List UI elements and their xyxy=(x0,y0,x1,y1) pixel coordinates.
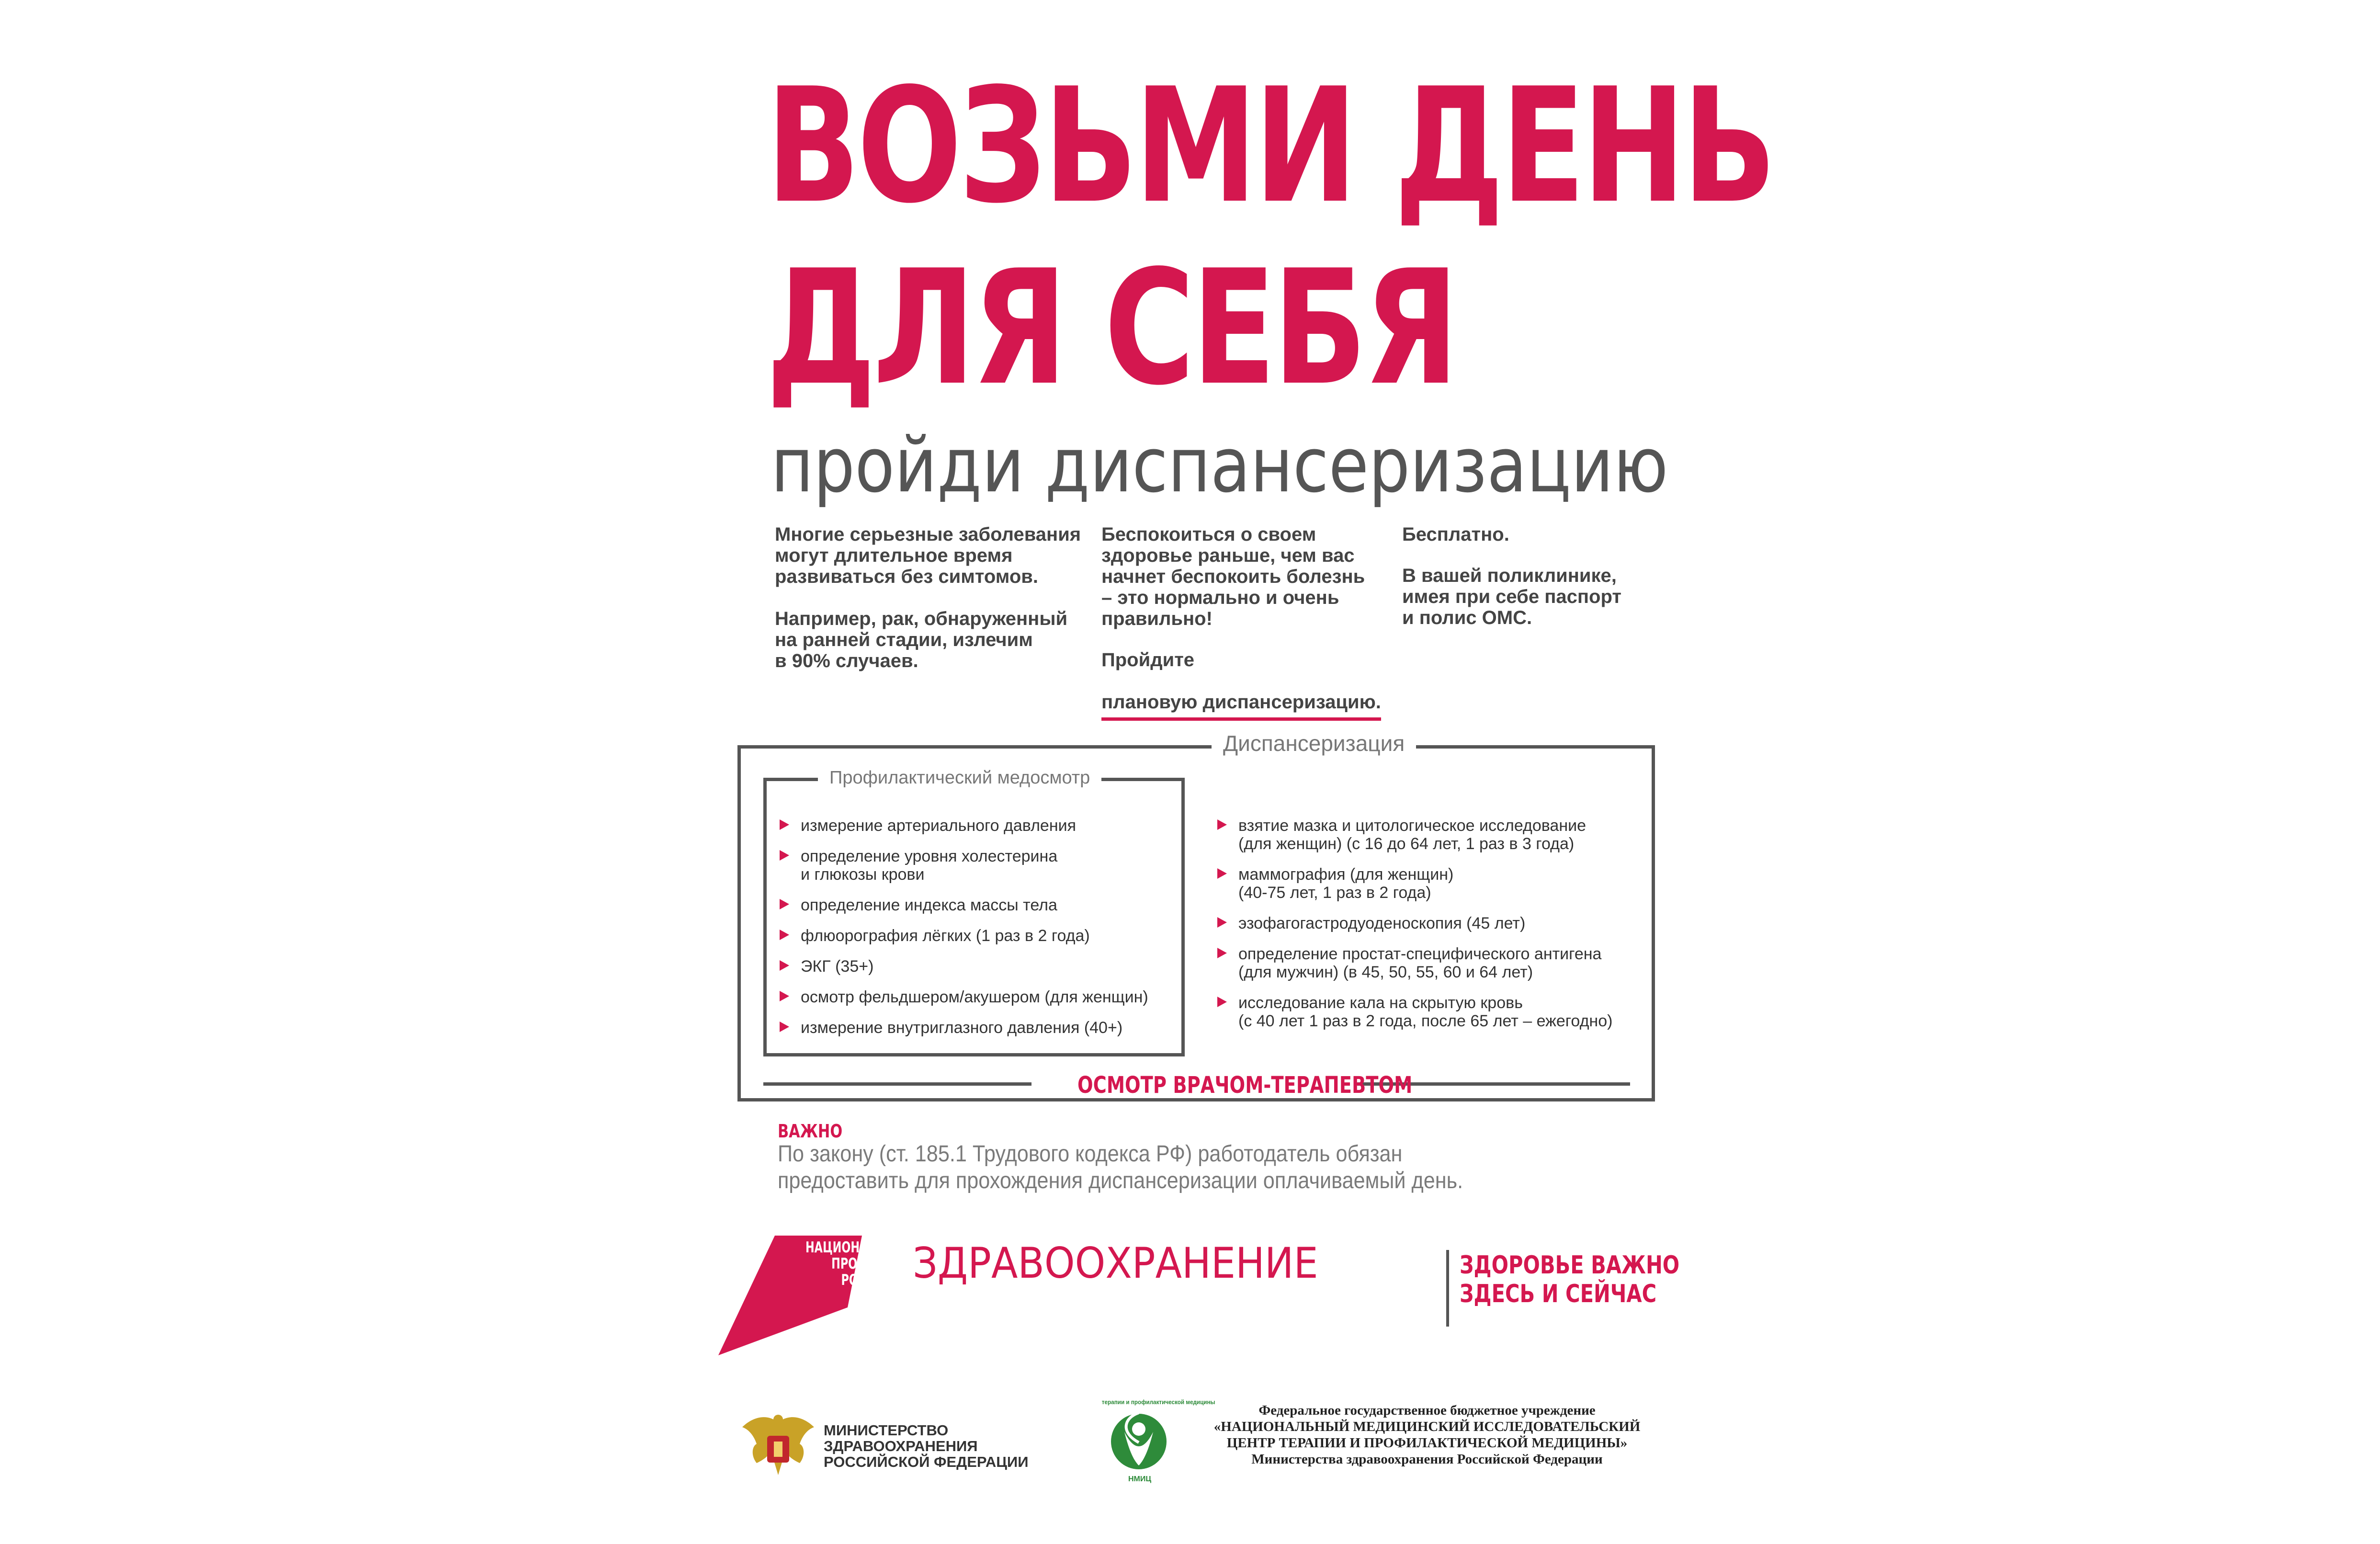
ministry-name: МИНИСТЕРСТВО ЗДРАВООХРАНЕНИЯ РОССИЙСКОЙ ФЕДЕРАЦИИ xyxy=(824,1422,1029,1470)
therapist-rule-left xyxy=(763,1082,1031,1086)
list-item: осмотр фельдшером/акушером (для женщин) xyxy=(778,988,1180,1006)
headline-line-2: ДЛЯ СЕБЯ xyxy=(766,236,1456,420)
nmic-logo-icon xyxy=(1096,1398,1215,1485)
prof-exam-list xyxy=(778,817,1180,1049)
dispensarization-legend: Диспансеризация xyxy=(1212,729,1416,758)
nmic-arc-text: терапии и профилактической медицины xyxy=(1101,1398,1215,1406)
intro-col2-p1: Беспокоиться о своем здоровье раньше, чем вас начнет беспокоить болезнь – это нормально и очень правильно! xyxy=(1101,524,1365,629)
intro-col2-p2-line1: Пройдите xyxy=(1101,649,1195,670)
subheadline: пройди диспансеризацию xyxy=(771,421,1668,510)
list-item: эзофагогастродуоденоскопия (45 лет) xyxy=(1215,914,1646,932)
project-name: ЗДРАВООХРАНЕНИЕ xyxy=(913,1238,1318,1288)
headline-line-1: ВОЗЬМИ ДЕНЬ xyxy=(766,54,1774,238)
national-projects-logo-text: НАЦИОНАЛЬНЫЕ ПРОЕКТЫ РОССИИ xyxy=(805,1239,912,1289)
therapist-exam-label: ОСМОТР ВРАЧОМ-ТЕРАПЕВТОМ xyxy=(1077,1072,1413,1099)
intro-col3-p1: Бесплатно. xyxy=(1402,524,1509,545)
list-item: определение уровня холестерина и глюкозы крови xyxy=(778,847,1180,884)
list-item: измерение внутриглазного давления (40+) xyxy=(778,1019,1180,1037)
important-text: По закону (ст. 185.1 Трудового кодекса РФ) работодатель обязан предоставить для прохождения диспансеризации оплачиваемый день. xyxy=(778,1141,1463,1193)
disp-extra-list xyxy=(1215,817,1646,1043)
intro-col1-p1: Многие серьезные заболевания могут длительное время развиваться без симтомов. xyxy=(775,524,1081,587)
list-item: измерение артериального давления xyxy=(778,817,1180,835)
list-item: ЭКГ (35+) xyxy=(778,957,1180,976)
important-label: ВАЖНО xyxy=(778,1121,843,1142)
list-item: определение индекса массы тела xyxy=(778,896,1180,914)
nmic-org-name: Федеральное государственное бюджетное учреждение «НАЦИОНАЛЬНЫЙ МЕДИЦИНСКИЙ ИССЛЕДОВАТЕЛЬСКИЙ ЦЕНТР ТЕРАПИИ И ПРОФИЛАКТИЧЕСКОЙ МЕДИЦИНЫ» Министерства здравоохранения Российской Федерации xyxy=(1213,1403,1641,1467)
intro-col2-p2-line2 xyxy=(1101,670,1381,713)
list-item: определение простат-специфического антигена (для мужчин) (в 45, 50, 55, 60 и 64 лет) xyxy=(1215,945,1646,981)
list-item: маммография (для женщин) (40-75 лет, 1 раз в 2 года) xyxy=(1215,865,1646,902)
slogan: ЗДОРОВЬЕ ВАЖНО ЗДЕСЬ И СЕЙЧАС xyxy=(1460,1251,1680,1308)
ministry-emblem-icon xyxy=(737,1403,819,1485)
list-item: исследование кала на скрытую кровь (с 40 лет 1 раз в 2 года, после 65 лет – ежегодно) xyxy=(1215,994,1646,1030)
disp-link-text: плановую диспансеризацию. xyxy=(1101,692,1381,721)
list-item: взятие мазка и цитологическое исследование (для женщин) (с 16 до 64 лет, 1 раз в 3 года) xyxy=(1215,817,1646,853)
intro-col3-p2: В вашей поликлинике, имея при себе паспорт и полис ОМС. xyxy=(1402,565,1621,628)
prof-exam-legend: Профилактический медосмотр xyxy=(818,765,1101,790)
slogan-divider xyxy=(1446,1250,1449,1327)
nmic-logo-label: НМИЦ xyxy=(1128,1475,1152,1483)
intro-col1-p2: Например, рак, обнаруженный на ранней стадии, излечим в 90% случаев. xyxy=(775,608,1068,671)
list-item: флюорография лёгких (1 раз в 2 года) xyxy=(778,927,1180,945)
